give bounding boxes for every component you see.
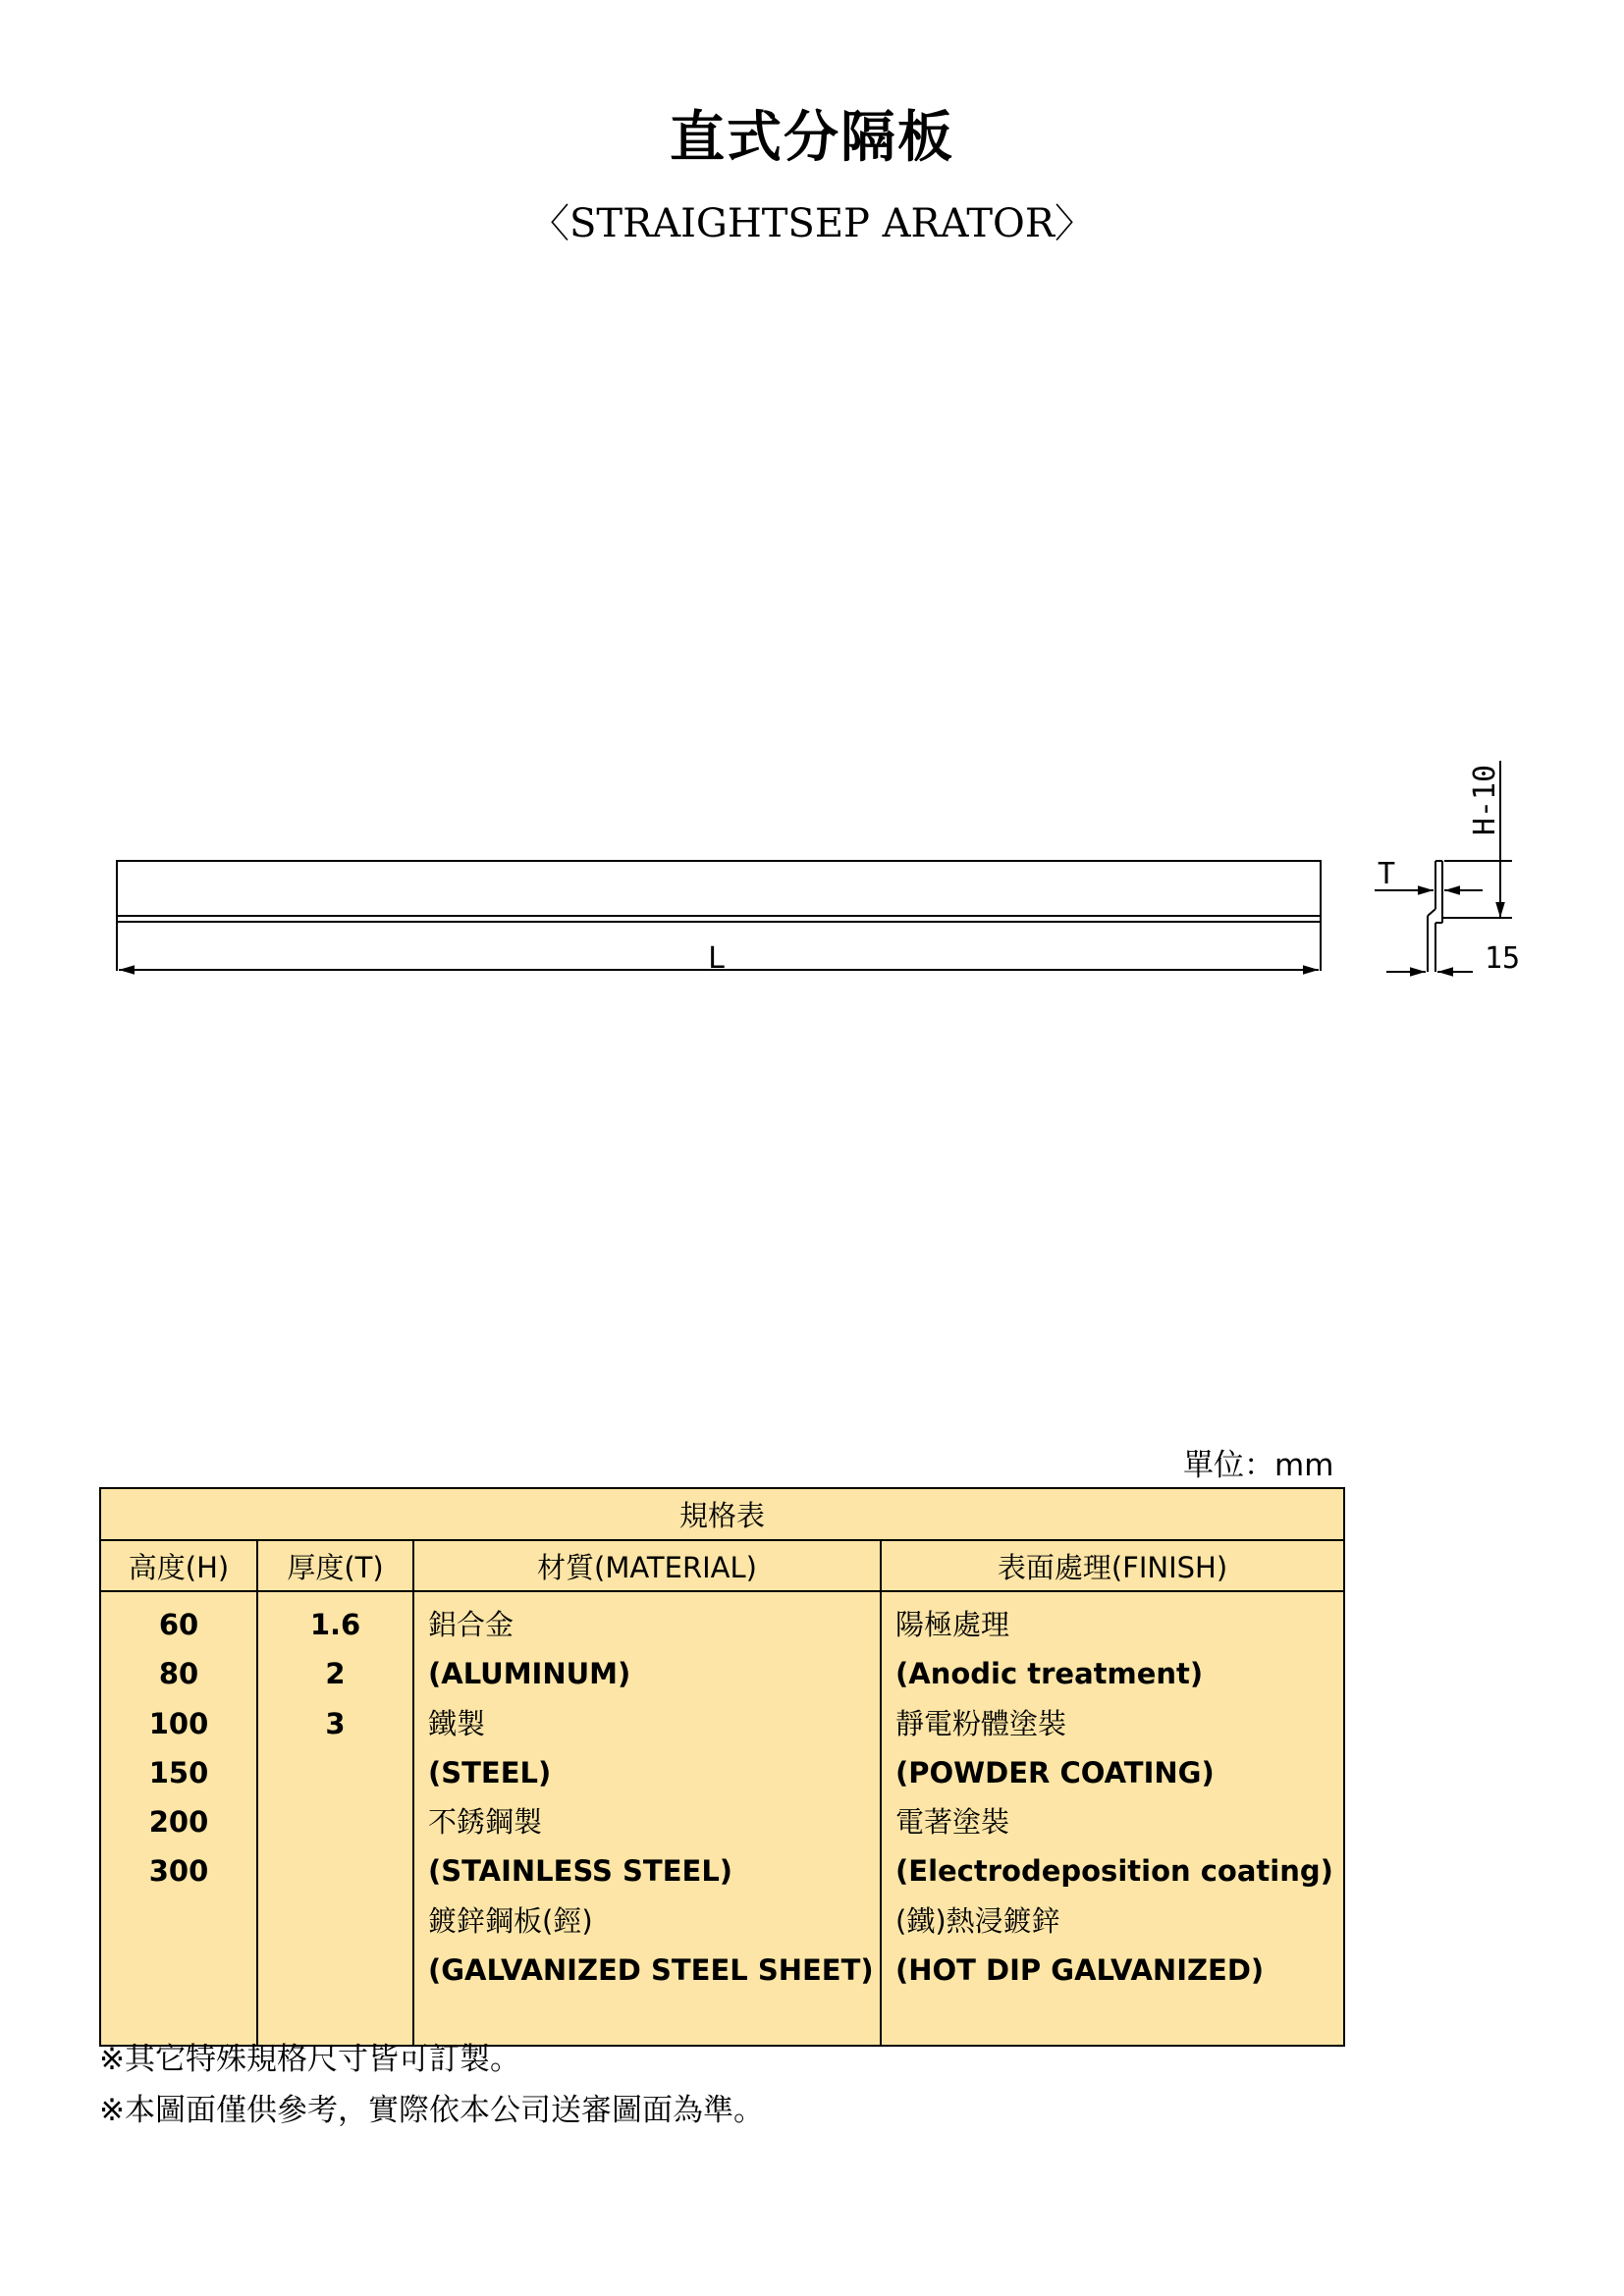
header-thickness: 厚度(T) — [257, 1540, 413, 1591]
page-subtitle: 〈STRAIGHTSEP ARATOR〉 — [530, 201, 1094, 246]
spec-table — [99, 1487, 1345, 2047]
height-value: 100 — [148, 1706, 209, 1740]
height-value: 60 — [158, 1608, 199, 1641]
material-item: (STAINLESS STEEL) — [428, 1854, 733, 1889]
finish-item: (HOT DIP GALVANIZED) — [895, 1953, 1265, 1988]
header-material: 材質(MATERIAL) — [413, 1540, 881, 1591]
finish-item: 靜電粉體塗裝 — [895, 1706, 1067, 1740]
material-column — [413, 1591, 881, 2045]
technical-drawing — [0, 726, 1624, 1001]
finish-item: (Anodic treatment) — [895, 1657, 1204, 1691]
material-item: (GALVANIZED STEEL SHEET) — [428, 1953, 874, 1988]
plate-upper — [117, 861, 1321, 916]
spec-table-caption: 規格表 — [101, 1489, 1343, 1540]
finish-item: (POWDER COATING) — [895, 1755, 1215, 1789]
finish-item: 陽極處理 — [895, 1608, 1010, 1641]
height-value: 80 — [158, 1657, 199, 1691]
height-label: H-10 — [1468, 764, 1502, 836]
note-custom-sizes: ※其它特殊規格尺寸皆可訂製。 — [99, 2042, 520, 2077]
thickness-column — [257, 1591, 413, 2045]
height-value: 300 — [148, 1854, 209, 1889]
material-item: 鋁合金 — [428, 1608, 514, 1641]
height-value: 200 — [148, 1805, 209, 1840]
material-item: 鍍鋅鋼板(鋞) — [428, 1903, 593, 1938]
thickness-value: 1.6 — [309, 1608, 361, 1641]
finish-item: 電著塗裝 — [895, 1805, 1010, 1840]
side-section — [1428, 861, 1442, 972]
material-item: (ALUMINUM) — [428, 1657, 631, 1691]
finish-column — [881, 1591, 1343, 2045]
unit-label: 單位：mm — [1183, 1448, 1334, 1483]
note-reference-only: ※本圖面僅供參考，實際依本公司送審圖面為準。 — [99, 2093, 764, 2128]
flange-label: 15 — [1484, 941, 1521, 976]
page-title: 直式分隔板 — [670, 106, 954, 170]
finish-item: (鐵)熱浸鍍鋅 — [895, 1903, 1060, 1938]
material-item: 不銹鋼製 — [428, 1805, 543, 1840]
thickness-label: T — [1377, 857, 1396, 891]
finish-item: (Electrodeposition coating) — [895, 1854, 1333, 1889]
height-value: 150 — [148, 1755, 209, 1789]
header-height: 高度(H) — [101, 1540, 257, 1591]
material-item: 鐵製 — [428, 1706, 486, 1740]
header-finish: 表面處理(FINISH) — [881, 1540, 1343, 1591]
height-column — [101, 1591, 257, 2045]
thickness-value: 3 — [325, 1706, 346, 1740]
thickness-value: 2 — [325, 1657, 346, 1691]
material-item: (STEEL) — [428, 1755, 552, 1789]
length-label: L — [707, 941, 727, 976]
notes — [99, 2034, 764, 2136]
